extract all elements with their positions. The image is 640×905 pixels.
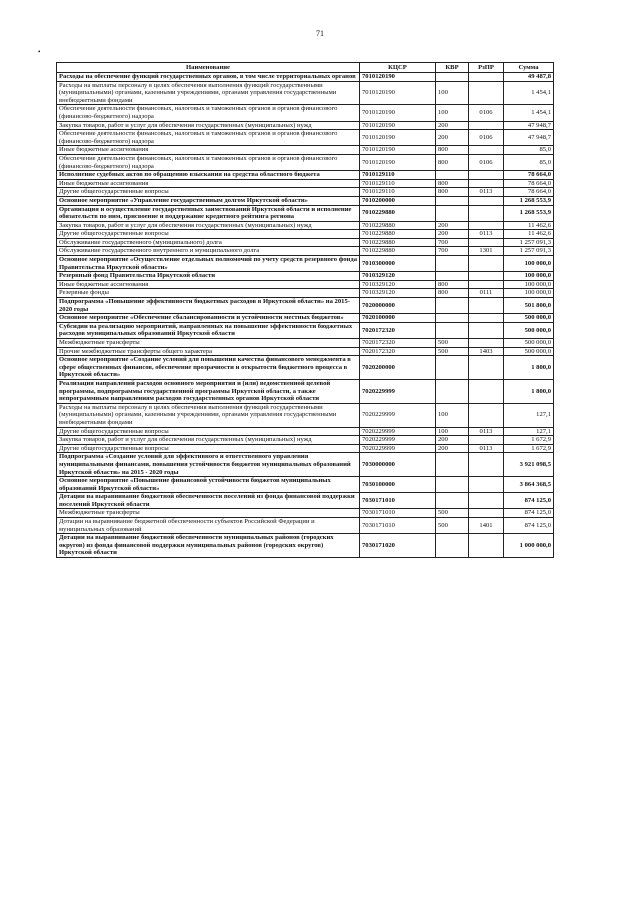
cell-sum: 127,1: [504, 427, 554, 436]
cell-kcsr: 7010300000: [360, 256, 436, 272]
cell-kcsr: 7010329120: [360, 272, 436, 281]
cell-kvr: 800: [436, 280, 469, 289]
cell-kcsr: 7020000000: [360, 298, 436, 314]
table-row: [57, 221, 554, 230]
cell-kvr: [436, 356, 469, 380]
table-row: [57, 179, 554, 188]
cell-kcsr: 7010120190: [360, 154, 436, 170]
cell-rzpr: 0113: [469, 427, 504, 436]
table-row: [57, 403, 554, 427]
cell-name: Реализация направлений расходов основного мероприятия и (или) ведомственной целевой программы, подпрограммы государственной программы Иркутской области, а также непрограммным направлениям расходов государственных органов Иркутской области: [57, 379, 360, 403]
cell-rzpr: [469, 356, 504, 380]
cell-sum: 127,1: [504, 403, 554, 427]
cell-kvr: 200: [436, 121, 469, 130]
cell-name: Резервный фонд Правительства Иркутской области: [57, 272, 360, 281]
cell-rzpr: [469, 403, 504, 427]
cell-rzpr: [469, 121, 504, 130]
cell-rzpr: [469, 298, 504, 314]
table-row: [57, 154, 554, 170]
cell-kvr: [436, 314, 469, 323]
cell-name: Иные бюджетные ассигнования: [57, 280, 360, 289]
cell-sum: 874 125,0: [504, 493, 554, 509]
cell-rzpr: [469, 221, 504, 230]
cell-kcsr: 7020100000: [360, 314, 436, 323]
table-row: [57, 205, 554, 221]
cell-kvr: [436, 534, 469, 558]
cell-sum: 500 000,0: [504, 322, 554, 338]
cell-name: Закупка товаров, работ и услуг для обеспечения государственных (муниципальных) нужд: [57, 436, 360, 445]
table-row: [57, 105, 554, 121]
cell-kcsr: 7020229999: [360, 403, 436, 427]
cell-rzpr: 0113: [469, 444, 504, 453]
cell-rzpr: [469, 477, 504, 493]
cell-sum: 85,0: [504, 154, 554, 170]
cell-kcsr: 7010120190: [360, 146, 436, 155]
cell-name: Дотации на выравнивание бюджетной обеспеченности муниципальных районов (городских округов) из фонда финансовой поддержки муниципальных районов (городских округов) Иркутской области: [57, 534, 360, 558]
cell-kvr: 100: [436, 105, 469, 121]
cell-sum: 1 257 091,3: [504, 247, 554, 256]
cell-name: Исполнение судебных актов по обращению взыскания на средства областного бюджета: [57, 171, 360, 180]
table-row: [57, 493, 554, 509]
cell-kcsr: 7030100000: [360, 477, 436, 493]
cell-name: Другие общегосударственные вопросы: [57, 230, 360, 239]
cell-name: Иные бюджетные ассигнования: [57, 146, 360, 155]
cell-rzpr: [469, 171, 504, 180]
cell-kvr: 500: [436, 347, 469, 356]
table-row: [57, 289, 554, 298]
cell-sum: 1 000 000,0: [504, 534, 554, 558]
cell-kcsr: 7020229999: [360, 444, 436, 453]
table-row: [57, 256, 554, 272]
cell-kvr: 800: [436, 146, 469, 155]
cell-kvr: 200: [436, 436, 469, 445]
cell-sum: 501 800,0: [504, 298, 554, 314]
cell-sum: 1 800,0: [504, 379, 554, 403]
cell-name: Основное мероприятие «Создание условий для повышения качества финансового менеджмента в сфере общественных финансов, обеспечение прозрачности и открытости бюджетного процесса в Иркутской области»: [57, 356, 360, 380]
cell-kcsr: 7020172320: [360, 339, 436, 348]
table-row: [57, 436, 554, 445]
cell-kcsr: 7010329120: [360, 280, 436, 289]
cell-rzpr: [469, 205, 504, 221]
cell-sum: 78 664,0: [504, 179, 554, 188]
cell-rzpr: [469, 509, 504, 518]
table-row: [57, 280, 554, 289]
cell-sum: 100 000,0: [504, 272, 554, 281]
table-row: [57, 247, 554, 256]
cell-rzpr: [469, 146, 504, 155]
table-row: [57, 188, 554, 197]
cell-sum: 1 268 553,9: [504, 196, 554, 205]
cell-sum: 500 000,0: [504, 347, 554, 356]
cell-kcsr: 7030000000: [360, 453, 436, 477]
cell-kvr: [436, 493, 469, 509]
cell-sum: 500 000,0: [504, 314, 554, 323]
table-body: [57, 73, 554, 558]
cell-kvr: 800: [436, 188, 469, 197]
cell-sum: 78 664,0: [504, 171, 554, 180]
cell-name: Закупка товаров, работ и услуг для обеспечения государственных (муниципальных) нужд: [57, 221, 360, 230]
header-rzpr: РзПР: [469, 63, 504, 73]
cell-kvr: 200: [436, 130, 469, 146]
cell-rzpr: [469, 453, 504, 477]
table-row: [57, 196, 554, 205]
cell-name: Обслуживание государственного (муниципального) долга: [57, 238, 360, 247]
cell-name: Другие общегосударственные вопросы: [57, 444, 360, 453]
cell-rzpr: [469, 179, 504, 188]
cell-kcsr: 7020229999: [360, 379, 436, 403]
cell-rzpr: 0113: [469, 230, 504, 239]
cell-rzpr: [469, 436, 504, 445]
cell-rzpr: 1301: [469, 247, 504, 256]
table-row: [57, 322, 554, 338]
cell-rzpr: 0113: [469, 188, 504, 197]
cell-kvr: 500: [436, 339, 469, 348]
cell-name: Другие общегосударственные вопросы: [57, 427, 360, 436]
cell-rzpr: [469, 196, 504, 205]
table-header-row: [57, 63, 554, 73]
cell-rzpr: [469, 534, 504, 558]
cell-rzpr: [469, 339, 504, 348]
table-row: [57, 477, 554, 493]
cell-kvr: [436, 171, 469, 180]
cell-kcsr: 7010329120: [360, 289, 436, 298]
cell-kvr: [436, 256, 469, 272]
cell-kcsr: 7030171020: [360, 534, 436, 558]
cell-kcsr: 7010229880: [360, 230, 436, 239]
table-row: [57, 534, 554, 558]
cell-rzpr: [469, 238, 504, 247]
cell-sum: 100 000,0: [504, 289, 554, 298]
cell-rzpr: 0111: [469, 289, 504, 298]
cell-rzpr: [469, 314, 504, 323]
cell-name: Дотации на выравнивание бюджетной обеспеченности поселений из фонда финансовой поддержки поселений Иркутской области: [57, 493, 360, 509]
cell-kvr: 200: [436, 221, 469, 230]
cell-sum: 3 864 368,5: [504, 477, 554, 493]
cell-kvr: [436, 453, 469, 477]
header-sum: Сумма: [504, 63, 554, 73]
cell-name: Межбюджетные трансферты: [57, 339, 360, 348]
cell-sum: 1 672,9: [504, 436, 554, 445]
cell-kvr: 800: [436, 179, 469, 188]
cell-kcsr: 7030171010: [360, 493, 436, 509]
cell-kvr: [436, 73, 469, 82]
table-row: [57, 347, 554, 356]
table-row: [57, 356, 554, 380]
cell-name: Закупка товаров, работ и услуг для обеспечения государственных (муниципальных) нужд: [57, 121, 360, 130]
cell-kvr: 800: [436, 289, 469, 298]
cell-kvr: [436, 205, 469, 221]
cell-kvr: [436, 272, 469, 281]
cell-kcsr: 7020229999: [360, 427, 436, 436]
table-row: [57, 171, 554, 180]
cell-sum: 500 000,0: [504, 339, 554, 348]
page-number: 71: [316, 29, 324, 38]
cell-sum: 85,0: [504, 146, 554, 155]
cell-kcsr: 7030171010: [360, 518, 436, 534]
cell-name: Обслуживание государственного внутреннего и муниципального долга: [57, 247, 360, 256]
cell-sum: 100 000,0: [504, 256, 554, 272]
cell-sum: 78 664,0: [504, 188, 554, 197]
cell-sum: 1 672,9: [504, 444, 554, 453]
cell-sum: 47 948,7: [504, 121, 554, 130]
cell-name: Иные бюджетные ассигнования: [57, 179, 360, 188]
cell-sum: 874 125,0: [504, 518, 554, 534]
cell-name: Другие общегосударственные вопросы: [57, 188, 360, 197]
cell-kcsr: 7010229880: [360, 205, 436, 221]
cell-kvr: [436, 322, 469, 338]
cell-kcsr: 7030171010: [360, 509, 436, 518]
cell-kcsr: 7010129110: [360, 179, 436, 188]
cell-sum: 1 454,1: [504, 105, 554, 121]
header-kcsr: КЦСР: [360, 63, 436, 73]
header-name: Наименование: [57, 63, 360, 73]
cell-kcsr: 7010129110: [360, 171, 436, 180]
table-row: [57, 518, 554, 534]
table-row: [57, 427, 554, 436]
cell-rzpr: [469, 272, 504, 281]
cell-kvr: [436, 196, 469, 205]
cell-kcsr: 7010200000: [360, 196, 436, 205]
cell-name: Основное мероприятие «Обеспечение сбалансированности и устойчивости местных бюджетов»: [57, 314, 360, 323]
cell-kcsr: 7020200000: [360, 356, 436, 380]
cell-name: Обеспечение деятельности финансовых, налоговых и таможенных органов и органов финансового (финансово-бюджетного) надзора: [57, 130, 360, 146]
cell-kvr: [436, 379, 469, 403]
table-row: [57, 453, 554, 477]
cell-kcsr: 7020172320: [360, 347, 436, 356]
cell-kcsr: 7010229880: [360, 247, 436, 256]
cell-kvr: 200: [436, 230, 469, 239]
cell-kcsr: 7010120190: [360, 73, 436, 82]
cell-sum: 49 487,8: [504, 73, 554, 82]
cell-name: Расходы на выплаты персоналу в целях обеспечения выполнения функций государственными (муниципальными) органами, казенными учреждениями, органами управления государственными внебюджетными фондами: [57, 81, 360, 105]
table-row: [57, 130, 554, 146]
cell-sum: 47 948,7: [504, 130, 554, 146]
cell-sum: 1 454,1: [504, 81, 554, 105]
cell-name: Основное мероприятие «Осуществление отдельных полномочий по учету средств резервного фонда Правительства Иркутской области»: [57, 256, 360, 272]
cell-kvr: 700: [436, 247, 469, 256]
cell-rzpr: 1403: [469, 347, 504, 356]
cell-name: Расходы на обеспечение функций государственных органов, в том числе территориальных органов: [57, 73, 360, 82]
table-row: [57, 444, 554, 453]
cell-rzpr: [469, 493, 504, 509]
table-row: [57, 314, 554, 323]
cell-name: Подпрограмма «Повышение эффективности бюджетных расходов в Иркутской области» на 2015-2020 годы: [57, 298, 360, 314]
cell-kvr: 800: [436, 154, 469, 170]
cell-kcsr: 7010229880: [360, 221, 436, 230]
cell-name: Прочие межбюджетные трансферты общего характера: [57, 347, 360, 356]
cell-name: Основное мероприятие «Повышение финансовой устойчивости бюджетов муниципальных образований Иркутской области»: [57, 477, 360, 493]
table-row: [57, 146, 554, 155]
scan-mark: •: [38, 48, 41, 56]
cell-rzpr: [469, 280, 504, 289]
cell-sum: 1 268 553,9: [504, 205, 554, 221]
cell-rzpr: 1401: [469, 518, 504, 534]
table-row: [57, 238, 554, 247]
cell-kcsr: 7010129110: [360, 188, 436, 197]
cell-name: Организация и осуществление государственных заимствований Иркутской области и исполнение обязательств по ним, присвоение и поддержание кредитного рейтинга региона: [57, 205, 360, 221]
cell-kvr: [436, 477, 469, 493]
table-row: [57, 73, 554, 82]
table-row: [57, 272, 554, 281]
table-row: [57, 230, 554, 239]
cell-sum: 1 257 091,3: [504, 238, 554, 247]
table-row: [57, 298, 554, 314]
cell-kcsr: 7010120190: [360, 81, 436, 105]
cell-sum: 11 462,6: [504, 221, 554, 230]
cell-kcsr: 7020172320: [360, 322, 436, 338]
cell-kvr: [436, 298, 469, 314]
cell-rzpr: [469, 322, 504, 338]
cell-kcsr: 7010120190: [360, 105, 436, 121]
cell-name: Дотации на выравнивание бюджетной обеспеченности субъектов Российской Федерации и муниципальных образований: [57, 518, 360, 534]
budget-table: [56, 62, 554, 558]
cell-sum: 874 125,0: [504, 509, 554, 518]
cell-name: Обеспечение деятельности финансовых, налоговых и таможенных органов и органов финансового (финансово-бюджетного) надзора: [57, 105, 360, 121]
table-row: [57, 379, 554, 403]
cell-name: Субсидии на реализацию мероприятий, направленных на повышение эффективности бюджетных расходов муниципальных образований Иркутской области: [57, 322, 360, 338]
cell-kcsr: 7010120190: [360, 130, 436, 146]
cell-name: Подпрограмма «Создание условий для эффективного и ответственного управления муниципальными финансами, повышения устойчивости бюджетов муниципальных образований Иркутской области» на 2015 - 2020 годы: [57, 453, 360, 477]
cell-name: Резервные фонды: [57, 289, 360, 298]
cell-kcsr: 7010120190: [360, 121, 436, 130]
cell-rzpr: 0106: [469, 154, 504, 170]
cell-rzpr: 0106: [469, 130, 504, 146]
cell-kvr: 100: [436, 427, 469, 436]
cell-kvr: 500: [436, 509, 469, 518]
cell-sum: 100 000,0: [504, 280, 554, 289]
cell-name: Обеспечение деятельности финансовых, налоговых и таможенных органов и органов финансового (финансово-бюджетного) надзора: [57, 154, 360, 170]
cell-kvr: 500: [436, 518, 469, 534]
cell-kvr: 100: [436, 81, 469, 105]
table-row: [57, 121, 554, 130]
header-kvr: КВР: [436, 63, 469, 73]
table-row: [57, 81, 554, 105]
cell-sum: 3 921 098,5: [504, 453, 554, 477]
cell-kvr: 200: [436, 444, 469, 453]
table-row: [57, 339, 554, 348]
cell-name: Межбюджетные трансферты: [57, 509, 360, 518]
cell-kvr: 100: [436, 403, 469, 427]
cell-rzpr: [469, 73, 504, 82]
cell-rzpr: [469, 256, 504, 272]
cell-kcsr: 7010229880: [360, 238, 436, 247]
table-row: [57, 509, 554, 518]
cell-name: Расходы на выплаты персоналу в целях обеспечения выполнения функций государственными (муниципальными) органами, казенными учреждениями, органами управления государственными внебюджетными фондами: [57, 403, 360, 427]
cell-sum: 11 462,6: [504, 230, 554, 239]
cell-rzpr: [469, 81, 504, 105]
cell-name: Основное мероприятие «Управление государственным долгом Иркутской области»: [57, 196, 360, 205]
cell-rzpr: 0106: [469, 105, 504, 121]
cell-kcsr: 7020229999: [360, 436, 436, 445]
cell-kvr: 700: [436, 238, 469, 247]
cell-sum: 1 800,0: [504, 356, 554, 380]
cell-rzpr: [469, 379, 504, 403]
